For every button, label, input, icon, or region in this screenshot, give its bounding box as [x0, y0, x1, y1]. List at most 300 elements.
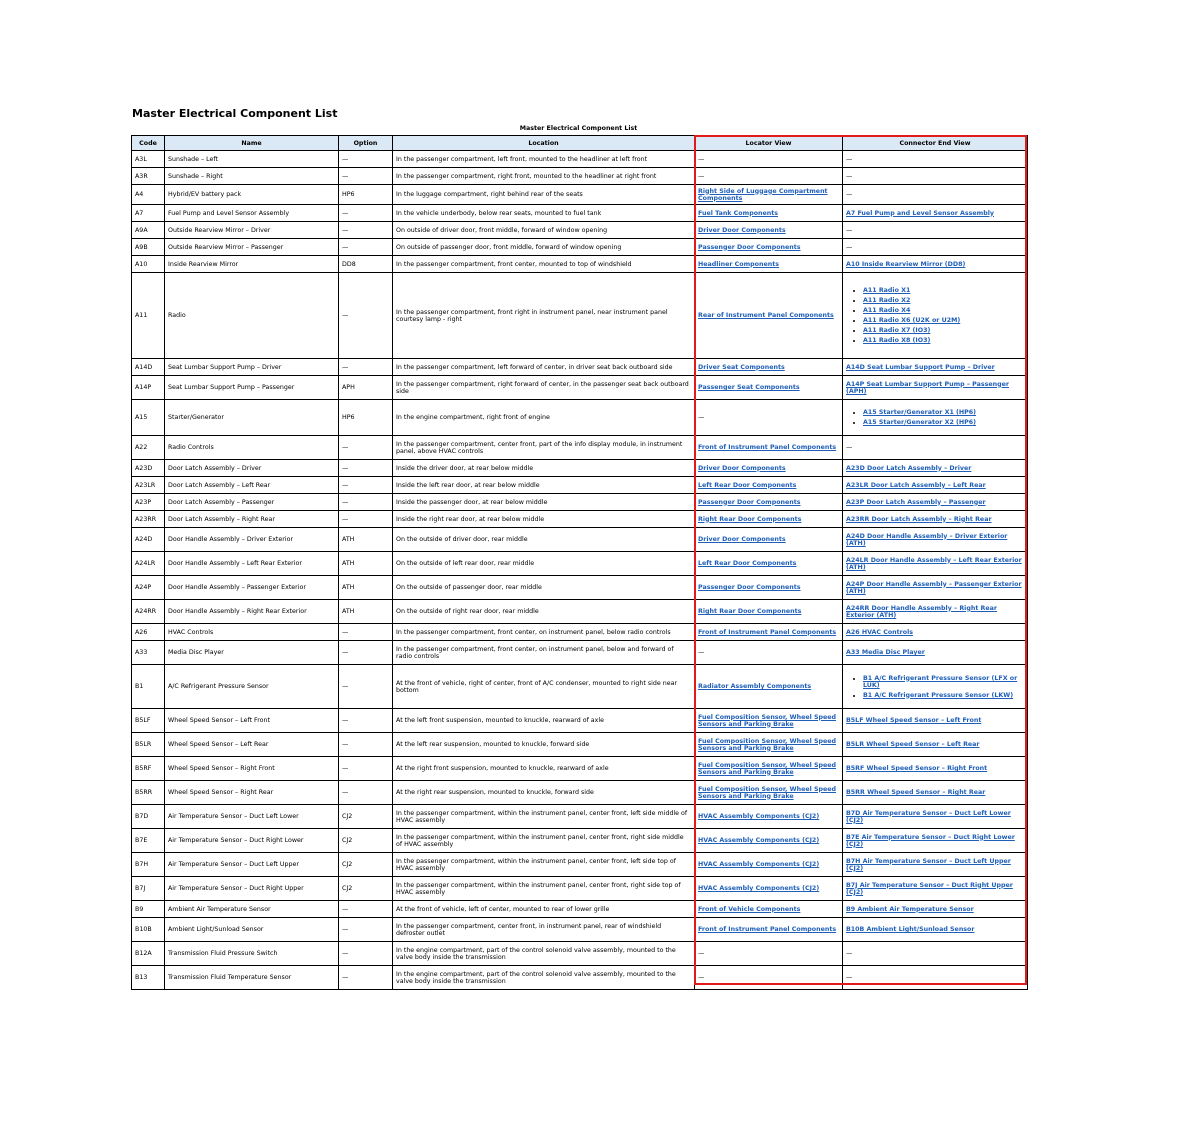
locator-view-link[interactable]: Front of Vehicle Components — [698, 905, 801, 913]
cell-location: At the front of vehicle, right of center, front of A/C condenser, mounted to right side near bottom — [393, 665, 695, 709]
table-row — [132, 460, 1028, 477]
cell-locator-view — [695, 477, 843, 494]
cell-name: Wheel Speed Sensor – Left Rear — [165, 733, 339, 757]
header-code: Code — [132, 136, 165, 151]
cell-connector-end-view: — — [843, 185, 1028, 205]
table-row — [132, 151, 1028, 168]
cell-code: A14P — [132, 376, 165, 400]
cell-option: — — [339, 168, 393, 185]
connector-view-link[interactable]: A26 HVAC Controls — [846, 628, 914, 636]
cell-name: Wheel Speed Sensor – Right Rear — [165, 781, 339, 805]
cell-locator-view — [695, 273, 843, 359]
cell-connector-end-view — [843, 665, 1028, 709]
cell-name: Starter/Generator — [165, 400, 339, 436]
cell-locator-view: — — [695, 151, 843, 168]
cell-code: A11 — [132, 273, 165, 359]
cell-locator-view — [695, 359, 843, 376]
connector-view-link[interactable]: A24RR Door Handle Assembly – Right Rear Exterior (ATH) — [846, 604, 998, 619]
table-row — [132, 829, 1028, 853]
cell-option: HP6 — [339, 400, 393, 436]
locator-view-link[interactable]: Rear of Instrument Panel Components — [698, 312, 834, 319]
cell-code: A9B — [132, 239, 165, 256]
table-row — [132, 805, 1028, 829]
cell-code: A24LR — [132, 552, 165, 576]
cell-location: In the passenger compartment, within the instrument panel, center front, left side middle of HVAC assembly — [393, 805, 695, 829]
cell-location: On outside of passenger door, front middle, forward of window opening — [393, 239, 695, 256]
cell-location: In the engine compartment, part of the control solenoid valve assembly, mounted to the valve body inside the transmission — [393, 966, 695, 990]
cell-code: A23LR — [132, 477, 165, 494]
cell-option: — — [339, 918, 393, 942]
cell-name: Sunshade – Right — [165, 168, 339, 185]
cell-connector-end-view: — — [843, 168, 1028, 185]
cell-connector-end-view — [843, 757, 1028, 781]
locator-view-link[interactable]: Fuel Composition Sensor, Wheel Speed Sensors and Parking Brake — [698, 713, 837, 728]
cell-option: — — [339, 757, 393, 781]
cell-connector-end-view — [843, 918, 1028, 942]
cell-option: CJ2 — [339, 829, 393, 853]
cell-name: Wheel Speed Sensor – Right Front — [165, 757, 339, 781]
cell-location: In the passenger compartment, front right in instrument panel, near instrument panel courtesy lamp - right — [393, 273, 695, 359]
cell-name: Door Latch Assembly – Driver — [165, 460, 339, 477]
cell-connector-end-view: — — [843, 222, 1028, 239]
locator-view-link[interactable]: Radiator Assembly Components — [698, 683, 812, 690]
locator-view-link[interactable]: Driver Seat Components — [698, 363, 785, 371]
connector-view-link[interactable]: A23LR Door Latch Assembly – Left Rear — [846, 481, 986, 489]
table-row — [132, 494, 1028, 511]
cell-connector-end-view — [843, 376, 1028, 400]
cell-code: B10B — [132, 918, 165, 942]
locator-view-link[interactable]: Right Rear Door Components — [698, 608, 802, 615]
connector-view-link[interactable]: B5LF Wheel Speed Sensor – Left Front — [846, 717, 982, 724]
cell-name: Outside Rearview Mirror – Driver — [165, 222, 339, 239]
connector-view-link[interactable]: A10 Inside Rearview Mirror (DD8) — [846, 260, 966, 268]
cell-code: A10 — [132, 256, 165, 273]
cell-location: On outside of driver door, front middle, forward of window opening — [393, 222, 695, 239]
cell-option: — — [339, 436, 393, 460]
cell-locator-view — [695, 733, 843, 757]
cell-name: Wheel Speed Sensor – Left Front — [165, 709, 339, 733]
table-row — [132, 901, 1028, 918]
connector-view-link[interactable]: A15 Starter/Generator X2 (HP6) — [863, 419, 977, 426]
cell-option: HP6 — [339, 185, 393, 205]
cell-option: — — [339, 511, 393, 528]
locator-view-link[interactable]: Driver Door Components — [698, 464, 786, 472]
connector-view-link[interactable]: B1 A/C Refrigerant Pressure Sensor (LKW) — [863, 691, 1014, 699]
component-table-wrapper — [131, 135, 1027, 990]
cell-code: A33 — [132, 641, 165, 665]
connector-view-list-item — [863, 327, 1024, 334]
cell-location: In the passenger compartment, left forward of center, in driver seat back outboard side — [393, 359, 695, 376]
cell-connector-end-view — [843, 576, 1028, 600]
cell-code: A3L — [132, 151, 165, 168]
table-body — [132, 151, 1028, 990]
connector-view-link[interactable]: A23RR Door Latch Assembly – Right Rear — [846, 515, 992, 523]
connector-view-list-item — [863, 692, 1024, 699]
cell-code: B12A — [132, 942, 165, 966]
connector-view-list-item — [863, 287, 1024, 294]
cell-connector-end-view — [843, 829, 1028, 853]
locator-view-link[interactable]: Left Rear Door Components — [698, 560, 797, 567]
cell-code: B7H — [132, 853, 165, 877]
cell-connector-end-view: — — [843, 151, 1028, 168]
cell-locator-view — [695, 185, 843, 205]
table-row — [132, 781, 1028, 805]
locator-view-link[interactable]: Fuel Composition Sensor, Wheel Speed Sensors and Parking Brake — [698, 761, 837, 776]
cell-location: At the front of vehicle, left of center, mounted to rear of lower grille — [393, 901, 695, 918]
cell-name: Door Handle Assembly – Right Rear Exterior — [165, 600, 339, 624]
header-locator-view: Locator View — [695, 136, 843, 151]
table-row — [132, 376, 1028, 400]
table-row — [132, 239, 1028, 256]
connector-view-link[interactable]: A11 Radio X4 — [863, 307, 911, 314]
table-row — [132, 168, 1028, 185]
cell-connector-end-view — [843, 805, 1028, 829]
cell-location: In the passenger compartment, front center, on instrument panel, below radio controls — [393, 624, 695, 641]
table-row — [132, 641, 1028, 665]
cell-code: B1 — [132, 665, 165, 709]
cell-option: ATH — [339, 600, 393, 624]
connector-view-link[interactable]: A23D Door Latch Assembly – Driver — [846, 464, 972, 472]
connector-view-link[interactable]: A11 Radio X8 (IO3) — [863, 337, 931, 344]
connector-view-link[interactable]: A24LR Door Handle Assembly – Left Rear Exterior (ATH) — [846, 556, 1022, 571]
table-row — [132, 709, 1028, 733]
connector-view-link[interactable]: B1 A/C Refrigerant Pressure Sensor (LFX or LUK) — [863, 674, 1018, 689]
cell-code: A26 — [132, 624, 165, 641]
locator-view-link[interactable]: Right Side of Luggage Compartment Components — [698, 187, 828, 202]
cell-connector-end-view — [843, 709, 1028, 733]
connector-view-link[interactable]: A14P Seat Lumbar Support Pump – Passenger (APH) — [846, 380, 1010, 395]
connector-view-link[interactable]: B7E Air Temperature Sensor – Duct Right Lower (CJ2) — [846, 833, 1015, 848]
table-row — [132, 733, 1028, 757]
cell-code: A23RR — [132, 511, 165, 528]
cell-connector-end-view — [843, 256, 1028, 273]
cell-name: Inside Rearview Mirror — [165, 256, 339, 273]
locator-view-link[interactable]: Passenger Seat Components — [698, 384, 800, 391]
cell-locator-view — [695, 205, 843, 222]
cell-connector-end-view — [843, 853, 1028, 877]
locator-view-link[interactable]: Passenger Door Components — [698, 584, 801, 591]
cell-location: On the outside of right rear door, rear middle — [393, 600, 695, 624]
cell-location: Inside the left rear door, at rear below middle — [393, 477, 695, 494]
cell-locator-view: — — [695, 168, 843, 185]
cell-locator-view — [695, 624, 843, 641]
cell-location: On the outside of left rear door, rear middle — [393, 552, 695, 576]
connector-view-link[interactable]: A11 Radio X6 (U2K or U2M) — [863, 317, 961, 324]
cell-location: In the passenger compartment, right front, mounted to the headliner at right front — [393, 168, 695, 185]
connector-view-list-item — [863, 675, 1024, 689]
cell-option: — — [339, 665, 393, 709]
cell-name: Seat Lumbar Support Pump – Passenger — [165, 376, 339, 400]
connector-view-link[interactable]: A15 Starter/Generator X1 (HP6) — [863, 409, 977, 416]
connector-view-link[interactable]: B7J Air Temperature Sensor – Duct Right Upper (CJ2) — [846, 881, 1013, 896]
cell-connector-end-view — [843, 511, 1028, 528]
locator-view-link[interactable]: Fuel Tank Components — [698, 209, 779, 217]
header-location: Location — [393, 136, 695, 151]
cell-location: Inside the right rear door, at rear below middle — [393, 511, 695, 528]
cell-code: B5RF — [132, 757, 165, 781]
cell-code: A22 — [132, 436, 165, 460]
cell-location: In the passenger compartment, within the instrument panel, center front, right side top of HVAC assembly — [393, 877, 695, 901]
cell-name: Fuel Pump and Level Sensor Assembly — [165, 205, 339, 222]
cell-option: — — [339, 239, 393, 256]
table-row — [132, 273, 1028, 359]
connector-view-link[interactable]: A24D Door Handle Assembly – Driver Exterior (ATH) — [846, 532, 1008, 547]
cell-location: On the outside of passenger door, rear middle — [393, 576, 695, 600]
cell-connector-end-view — [843, 273, 1028, 359]
cell-name: Door Latch Assembly – Right Rear — [165, 511, 339, 528]
cell-name: Ambient Air Temperature Sensor — [165, 901, 339, 918]
locator-view-link[interactable]: Front of Instrument Panel Components — [698, 926, 837, 933]
cell-code: B5RR — [132, 781, 165, 805]
cell-location: In the passenger compartment, center front, in instrument panel, rear of windshield defroster outlet — [393, 918, 695, 942]
page-title: Master Electrical Component List — [132, 107, 338, 120]
cell-option: — — [339, 624, 393, 641]
cell-name: Radio Controls — [165, 436, 339, 460]
table-row — [132, 185, 1028, 205]
cell-locator-view — [695, 256, 843, 273]
connector-view-link[interactable]: B5RF Wheel Speed Sensor – Right Front — [846, 765, 988, 772]
cell-option: — — [339, 733, 393, 757]
locator-view-link[interactable]: HVAC Assembly Components (CJ2) — [698, 837, 820, 844]
cell-code: A24RR — [132, 600, 165, 624]
cell-connector-end-view — [843, 460, 1028, 477]
cell-location: In the passenger compartment, front center, on instrument panel, below and forward of radio controls — [393, 641, 695, 665]
cell-locator-view — [695, 918, 843, 942]
locator-view-link[interactable]: Fuel Composition Sensor, Wheel Speed Sensors and Parking Brake — [698, 785, 837, 800]
cell-name: Radio — [165, 273, 339, 359]
cell-option: — — [339, 205, 393, 222]
cell-locator-view — [695, 576, 843, 600]
cell-option: ATH — [339, 528, 393, 552]
cell-name: Hybrid/EV battery pack — [165, 185, 339, 205]
table-row — [132, 477, 1028, 494]
table-row — [132, 436, 1028, 460]
cell-code: B7D — [132, 805, 165, 829]
connector-view-link[interactable]: A11 Radio X2 — [863, 297, 911, 304]
connector-view-link[interactable]: B7H Air Temperature Sensor – Duct Left Upper (CJ2) — [846, 857, 1011, 872]
cell-location: At the right rear suspension, mounted to knuckle, forward side — [393, 781, 695, 805]
cell-locator-view: — — [695, 641, 843, 665]
cell-location: In the passenger compartment, within the instrument panel, center front, right side middle of HVAC assembly — [393, 829, 695, 853]
connector-view-link[interactable]: A23P Door Latch Assembly – Passenger — [846, 498, 986, 506]
connector-view-link[interactable]: B7D Air Temperature Sensor – Duct Left Lower (CJ2) — [846, 809, 1011, 824]
connector-view-link[interactable]: A11 Radio X1 — [863, 287, 911, 294]
table-row — [132, 853, 1028, 877]
connector-view-list — [846, 675, 1024, 699]
cell-locator-view: — — [695, 966, 843, 990]
cell-name: Sunshade – Left — [165, 151, 339, 168]
cell-option: — — [339, 641, 393, 665]
table-caption: Master Electrical Component List — [519, 125, 638, 132]
locator-view-link[interactable]: HVAC Assembly Components (CJ2) — [698, 813, 820, 820]
table-row — [132, 918, 1028, 942]
header-name: Name — [165, 136, 339, 151]
cell-code: A4 — [132, 185, 165, 205]
cell-name: Air Temperature Sensor – Duct Right Lower — [165, 829, 339, 853]
cell-connector-end-view: — — [843, 239, 1028, 256]
cell-connector-end-view — [843, 733, 1028, 757]
cell-locator-view: — — [695, 942, 843, 966]
locator-view-link[interactable]: HVAC Assembly Components (CJ2) — [698, 861, 820, 868]
cell-locator-view — [695, 901, 843, 918]
cell-name: Ambient Light/Sunload Sensor — [165, 918, 339, 942]
locator-view-link[interactable]: Driver Door Components — [698, 536, 786, 543]
table-row — [132, 966, 1028, 990]
cell-name: Air Temperature Sensor – Duct Right Upper — [165, 877, 339, 901]
locator-view-link[interactable]: Right Rear Door Components — [698, 515, 802, 523]
table-row — [132, 942, 1028, 966]
cell-location: In the vehicle underbody, below rear seats, mounted to fuel tank — [393, 205, 695, 222]
cell-option: CJ2 — [339, 853, 393, 877]
locator-view-link[interactable]: Driver Door Components — [698, 226, 786, 234]
cell-name: Air Temperature Sensor – Duct Left Upper — [165, 853, 339, 877]
connector-view-link[interactable]: B5LR Wheel Speed Sensor – Left Rear — [846, 741, 980, 748]
cell-location: In the passenger compartment, center front, part of the info display module, in instrument panel, above HVAC controls — [393, 436, 695, 460]
table-row — [132, 222, 1028, 239]
cell-name: Door Latch Assembly – Left Rear — [165, 477, 339, 494]
cell-locator-view — [695, 829, 843, 853]
cell-locator-view — [695, 239, 843, 256]
table-header-row — [132, 136, 1028, 151]
cell-code: B7J — [132, 877, 165, 901]
cell-locator-view — [695, 665, 843, 709]
cell-name: Seat Lumbar Support Pump – Driver — [165, 359, 339, 376]
header-connector-end-view: Connector End View — [843, 136, 1028, 151]
cell-location: In the luggage compartment, right behind rear of the seats — [393, 185, 695, 205]
cell-option: ATH — [339, 576, 393, 600]
cell-locator-view — [695, 552, 843, 576]
cell-connector-end-view — [843, 477, 1028, 494]
cell-locator-view — [695, 436, 843, 460]
cell-locator-view — [695, 376, 843, 400]
connector-view-link[interactable]: A33 Media Disc Player — [846, 649, 925, 656]
connector-view-link[interactable]: A14D Seat Lumbar Support Pump – Driver — [846, 363, 995, 371]
cell-code: A23P — [132, 494, 165, 511]
cell-option: — — [339, 359, 393, 376]
cell-code: B13 — [132, 966, 165, 990]
cell-name: Transmission Fluid Pressure Switch — [165, 942, 339, 966]
cell-location: In the engine compartment, right front of engine — [393, 400, 695, 436]
table-row — [132, 624, 1028, 641]
cell-connector-end-view — [843, 552, 1028, 576]
connector-view-link[interactable]: B10B Ambient Light/Sunload Sensor — [846, 926, 975, 933]
cell-option: — — [339, 966, 393, 990]
cell-connector-end-view: — — [843, 966, 1028, 990]
table-row — [132, 665, 1028, 709]
locator-view-link[interactable]: Fuel Composition Sensor, Wheel Speed Sensors and Parking Brake — [698, 737, 837, 752]
cell-option: ATH — [339, 552, 393, 576]
locator-view-link[interactable]: Left Rear Door Components — [698, 481, 797, 489]
locator-view-link[interactable]: HVAC Assembly Components (CJ2) — [698, 885, 820, 892]
connector-view-list-item — [863, 419, 1024, 426]
cell-connector-end-view — [843, 901, 1028, 918]
table-row — [132, 877, 1028, 901]
cell-locator-view — [695, 494, 843, 511]
cell-code: A24D — [132, 528, 165, 552]
cell-locator-view — [695, 781, 843, 805]
cell-option: CJ2 — [339, 877, 393, 901]
cell-code: B9 — [132, 901, 165, 918]
component-table — [131, 135, 1028, 990]
cell-name: Door Handle Assembly – Passenger Exterior — [165, 576, 339, 600]
cell-locator-view — [695, 528, 843, 552]
cell-locator-view — [695, 600, 843, 624]
cell-location: At the left front suspension, mounted to knuckle, rearward of axle — [393, 709, 695, 733]
connector-view-list — [846, 287, 1024, 344]
table-row — [132, 552, 1028, 576]
cell-location: At the right front suspension, mounted to knuckle, rearward of axle — [393, 757, 695, 781]
connector-view-link[interactable]: A11 Radio X7 (IO3) — [863, 327, 931, 334]
cell-connector-end-view: — — [843, 942, 1028, 966]
cell-locator-view — [695, 709, 843, 733]
connector-view-link[interactable]: A7 Fuel Pump and Level Sensor Assembly — [846, 209, 994, 217]
cell-connector-end-view: — — [843, 436, 1028, 460]
connector-view-list-item — [863, 337, 1024, 344]
cell-connector-end-view — [843, 624, 1028, 641]
locator-view-link[interactable]: Headliner Components — [698, 260, 780, 268]
cell-code: B5LF — [132, 709, 165, 733]
cell-connector-end-view — [843, 528, 1028, 552]
cell-option: — — [339, 494, 393, 511]
table-row — [132, 205, 1028, 222]
cell-connector-end-view — [843, 600, 1028, 624]
cell-code: A9A — [132, 222, 165, 239]
cell-connector-end-view — [843, 641, 1028, 665]
table-row — [132, 256, 1028, 273]
cell-code: A24P — [132, 576, 165, 600]
cell-option: — — [339, 781, 393, 805]
connector-view-link[interactable]: B9 Ambient Air Temperature Sensor — [846, 905, 974, 913]
cell-name: Door Handle Assembly – Driver Exterior — [165, 528, 339, 552]
connector-view-list-item — [863, 409, 1024, 416]
cell-connector-end-view — [843, 877, 1028, 901]
connector-view-link[interactable]: A24P Door Handle Assembly – Passenger Exterior (ATH) — [846, 580, 1022, 595]
table-row — [132, 400, 1028, 436]
cell-connector-end-view — [843, 400, 1028, 436]
cell-connector-end-view — [843, 781, 1028, 805]
cell-connector-end-view — [843, 359, 1028, 376]
cell-option: APH — [339, 376, 393, 400]
cell-locator-view — [695, 222, 843, 239]
locator-view-link[interactable]: Passenger Door Components — [698, 243, 801, 251]
cell-name: Transmission Fluid Temperature Sensor — [165, 966, 339, 990]
connector-view-link[interactable]: B5RR Wheel Speed Sensor – Right Rear — [846, 789, 986, 796]
table-row — [132, 511, 1028, 528]
cell-name: Outside Rearview Mirror – Passenger — [165, 239, 339, 256]
locator-view-link[interactable]: Front of Instrument Panel Components — [698, 628, 837, 636]
cell-locator-view — [695, 757, 843, 781]
table-row — [132, 528, 1028, 552]
cell-location: On the outside of driver door, rear middle — [393, 528, 695, 552]
cell-code: A15 — [132, 400, 165, 436]
cell-location: In the passenger compartment, front center, mounted to top of windshield — [393, 256, 695, 273]
table-row — [132, 757, 1028, 781]
connector-view-list-item — [863, 297, 1024, 304]
cell-option: — — [339, 151, 393, 168]
cell-code: A14D — [132, 359, 165, 376]
cell-code: B7E — [132, 829, 165, 853]
connector-view-list-item — [863, 307, 1024, 314]
locator-view-link[interactable]: Front of Instrument Panel Components — [698, 444, 837, 451]
cell-option: — — [339, 901, 393, 918]
cell-name: A/C Refrigerant Pressure Sensor — [165, 665, 339, 709]
cell-option: — — [339, 942, 393, 966]
cell-option: — — [339, 273, 393, 359]
locator-view-link[interactable]: Passenger Door Components — [698, 498, 801, 506]
cell-option: — — [339, 709, 393, 733]
cell-option: — — [339, 460, 393, 477]
cell-name: HVAC Controls — [165, 624, 339, 641]
